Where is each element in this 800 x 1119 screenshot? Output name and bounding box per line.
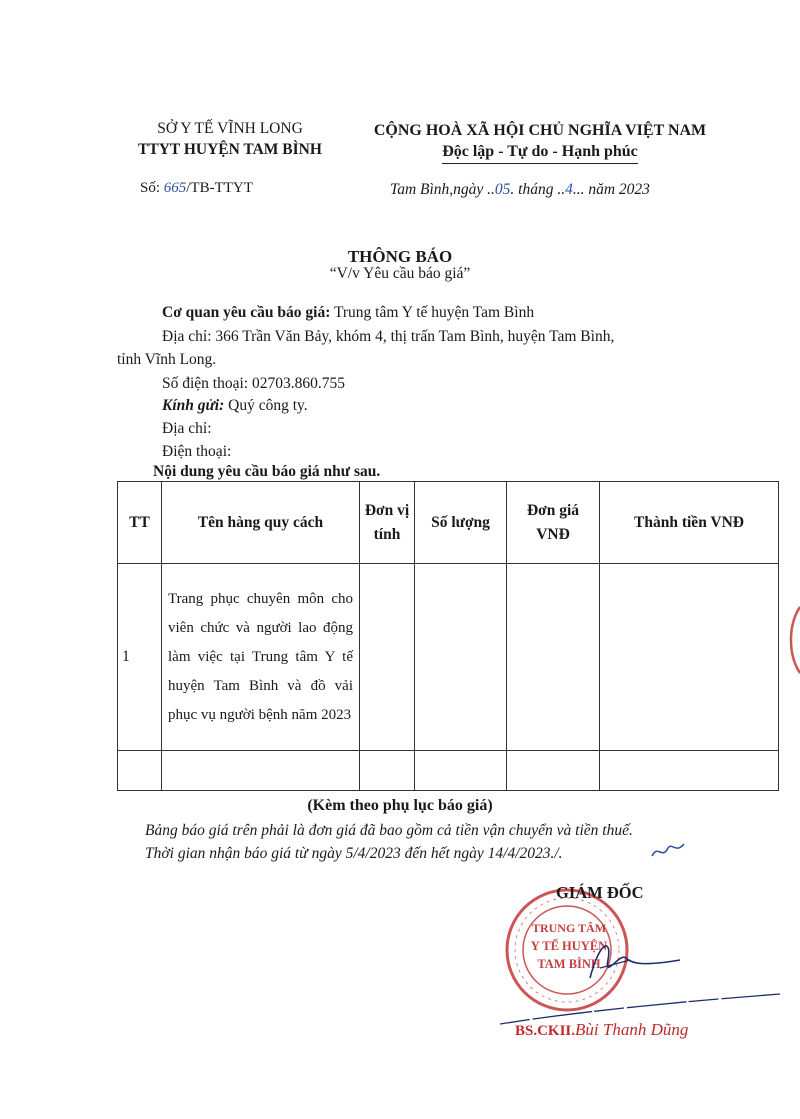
recipient-value: Quý công ty. <box>224 397 308 414</box>
national-title: CỘNG HOÀ XÃ HỘI CHỦ NGHĨA VIỆT NAM <box>373 122 707 139</box>
signer-fullname: Bùi Thanh Dũng <box>575 1020 689 1039</box>
doc-number-prefix: Số: <box>140 180 164 196</box>
cell-quantity <box>415 564 507 751</box>
requesting-org-value: Trung tâm Y tế huyện Tam Bình <box>330 304 535 321</box>
parent-agency: SỞ Y TẾ VĨNH LONG <box>157 120 303 137</box>
price-note: Bảng báo giá trên phải là đơn giá đã bao gồm cả tiền vận chuyển và tiền thuế. <box>145 822 633 839</box>
recipient-label: Kính gửi: <box>162 397 225 414</box>
national-motto: Độc lập - Tự do - Hạnh phúc <box>442 141 638 164</box>
issuing-unit: TTYT HUYỆN TAM BÌNH <box>138 141 322 158</box>
notice-subtitle: “V/v Yêu cầu báo giá” <box>329 265 471 282</box>
cell-total <box>600 751 779 791</box>
doc-number-handwritten: 665 <box>163 180 187 196</box>
cell-quantity <box>415 751 507 791</box>
date-place: Tam Bình,ngày .. <box>390 181 495 198</box>
table-row <box>118 564 779 751</box>
date-tail: ... năm 2023 <box>572 181 650 198</box>
issuing-agency-block <box>120 118 340 160</box>
quotation-table <box>117 481 779 791</box>
signer-name <box>515 1020 688 1040</box>
col-header-total: Thành tiền VNĐ <box>600 482 779 564</box>
edge-seal-fragment-icon <box>786 605 800 675</box>
content-heading: Nội dung yêu cầu báo giá như sau. <box>153 463 381 480</box>
svg-text:Y TẾ HUYỆN: Y TẾ HUYỆN <box>530 939 608 953</box>
cell-unit-price <box>507 564 600 751</box>
recipient-line <box>162 397 308 415</box>
cell-unit <box>360 751 415 791</box>
table-row <box>118 751 779 791</box>
deadline-note: Thời gian nhận báo giá từ ngày 5/4/2023 đến hết ngày 14/4/2023./. <box>145 845 563 862</box>
cell-tt: 1 <box>118 564 162 751</box>
col-header-unit: Đơn vị tính <box>360 482 415 564</box>
col-header-unit-price: Đơn giá VNĐ <box>507 482 600 564</box>
col-header-item-name: Tên hàng quy cách <box>162 482 360 564</box>
address-line-1: Địa chỉ: 366 Trần Văn Bảy, khóm 4, thị trấn Tam Bình, huyện Tam Bình, <box>162 328 615 345</box>
cell-item-name <box>162 751 360 791</box>
cell-total <box>600 564 779 751</box>
svg-text:TAM BÌNH: TAM BÌNH <box>537 957 601 971</box>
col-header-quantity: Số lượng <box>415 482 507 564</box>
col-header-tt: TT <box>118 482 162 564</box>
svg-text:TRUNG TÂM: TRUNG TÂM <box>531 921 607 935</box>
date-line <box>390 181 650 199</box>
document-number <box>140 180 253 197</box>
signer-credentials: BS.CKII. <box>515 1023 576 1039</box>
requesting-org-label: Cơ quan yêu cầu báo giá: <box>162 304 331 321</box>
date-day: 05 <box>494 181 511 198</box>
date-month: 4 <box>565 181 573 198</box>
table-header-row <box>118 482 779 564</box>
attachment-note: (Kèm theo phụ lục báo giá) <box>307 797 493 814</box>
initial-mark-icon <box>650 838 690 862</box>
cell-unit <box>360 564 415 751</box>
cell-tt <box>118 751 162 791</box>
handwritten-signature-icon <box>560 930 690 990</box>
address-line-2: tỉnh Vĩnh Long. <box>117 351 217 368</box>
cell-item-name: Trang phục chuyên môn cho viên chức và người lao động làm việc tại Trung tâm Y tế huyện Tam Bình và đồ vải phục vụ người bệnh năm 2023 <box>162 564 360 751</box>
director-title: GIÁM ĐỐC <box>556 883 644 902</box>
recipient-phone-line: Điện thoại: <box>162 443 232 460</box>
cell-unit-price <box>507 751 600 791</box>
notice-title: THÔNG BÁO <box>347 247 453 266</box>
date-mid: . tháng .. <box>510 181 566 198</box>
phone-line: Số điện thoại: 02703.860.755 <box>162 375 345 392</box>
national-heading-block <box>350 120 730 164</box>
doc-number-suffix: /TB-TTYT <box>186 180 253 196</box>
recipient-address-line: Địa chỉ: <box>162 420 212 437</box>
requesting-org <box>162 304 534 322</box>
